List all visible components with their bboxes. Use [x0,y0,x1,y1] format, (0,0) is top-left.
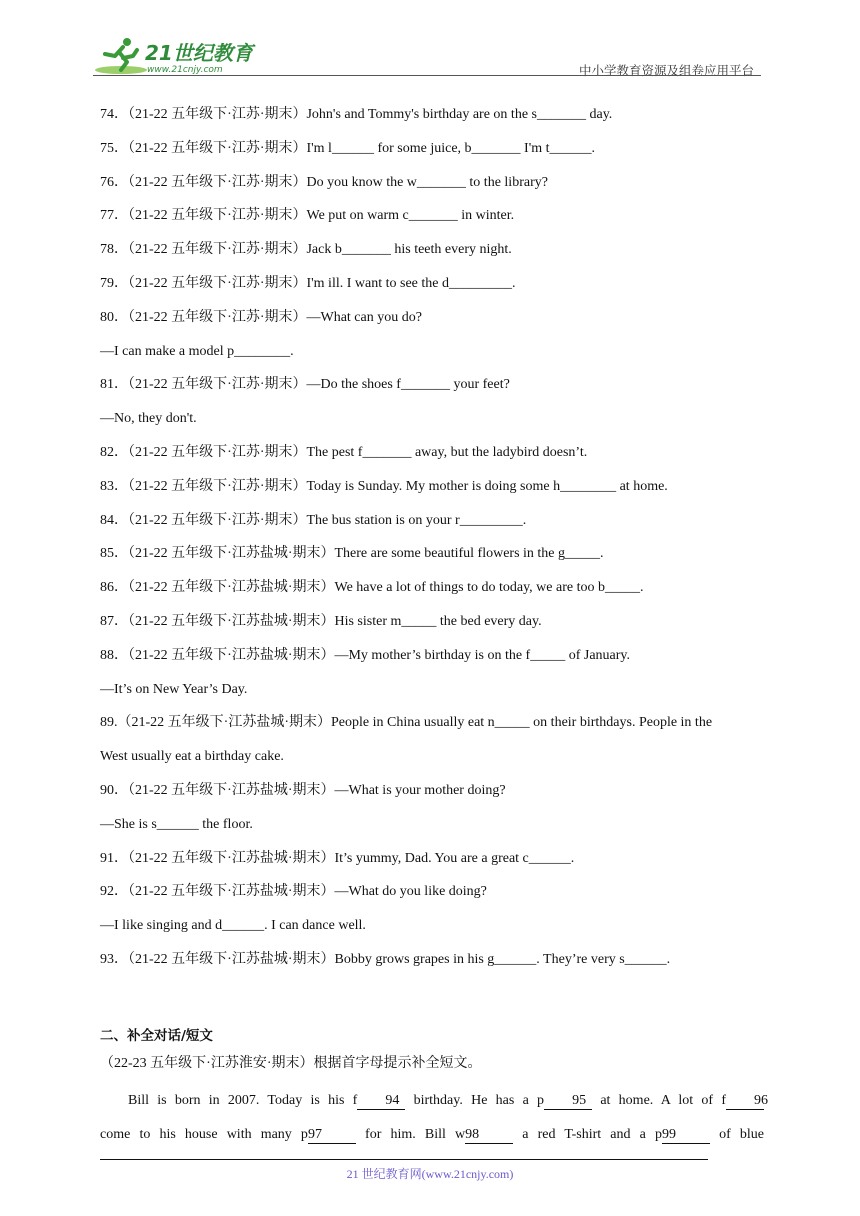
answer-line: —I can make a model p________. [100,343,294,359]
passage-line-2 [100,1118,764,1152]
question-line: 81．（21-22 五年级下·江苏·期末）—Do the shoes f_______ your feet? [100,377,510,393]
footer-divider [100,1159,708,1160]
answer-line: —No, they don't. [100,411,197,427]
blank-94[interactable]: 94 [357,1093,405,1110]
passage-text: Bill is born in 2007. Today is his f [128,1093,358,1108]
question-line: 90．（21-22 五年级下·江苏盐城·期末）—What is your mother doing? [100,782,506,798]
question-line: 78．（21-22 五年级下·江苏·期末）Jack b_______ his teeth every night. [100,242,512,258]
header-divider [93,75,761,76]
question-continuation: West usually eat a birthday cake. [100,749,284,765]
question-line: 82．（21-22 五年级下·江苏·期末）The pest f_______ away, but the ladybird doesn’t. [100,444,588,460]
page-header [0,0,860,80]
question-line: 76．（21-22 五年级下·江苏·期末）Do you know the w_______ to the library? [100,174,548,190]
platform-title: 中小学教育资源及组卷应用平台 [578,63,754,78]
section-title: 二、补全对话/短文 [100,1028,213,1044]
runner-logo-icon [93,36,263,78]
blank-95[interactable]: 95 [544,1093,592,1110]
passage-text: at home. A lot of f [592,1093,726,1108]
question-line: 83．（21-22 五年级下·江苏·期末）Today is Sunday. My mother is doing some h________ at home. [100,478,668,494]
question-line: 84．（21-22 五年级下·江苏·期末）The bus station is on your r_________. [100,512,527,528]
blank-96[interactable]: 96 [726,1093,764,1110]
svg-text:21世纪教育: 21世纪教育 [145,41,253,65]
passage-text: for him. Bill w [355,1126,466,1142]
question-line: 74．（21-22 五年级下·江苏·期末）John's and Tommy's birthday are on the s_______ day. [100,107,613,122]
answer-line: —It’s on New Year’s Day. [100,681,248,697]
question-line: 92．（21-22 五年级下·江苏盐城·期末）—What do you like doing? [100,884,487,900]
question-list [100,104,764,983]
answer-line: —I like singing and d______. I can dance well. [100,918,366,934]
passage-text: of blue [709,1126,764,1142]
section-intro: （22-23 五年级下·江苏淮安·期末）根据首字母提示补全短文。 [100,1056,482,1071]
answer-line: —She is s______ the floor. [100,816,253,832]
svg-text:www.21cnjy.com: www.21cnjy.com [147,65,223,75]
question-line: 86．（21-22 五年级下·江苏盐城·期末）We have a lot of things to do today, we are too b_____. [100,580,644,596]
question-line: 87．（21-22 五年级下·江苏盐城·期末）His sister m_____ the bed every day. [100,613,542,629]
site-logo [93,36,263,78]
passage-text: birthday. He has a p [405,1093,545,1108]
passage-text: come to his house with many p [100,1126,308,1142]
question-line: 89.（21-22 五年级下·江苏盐城·期末）People in China usually eat n_____ on their birthdays. People in the [100,715,713,731]
question-line: 79．（21-22 五年级下·江苏·期末）I'm ill. I want to see the d_________. [100,275,516,291]
blank-97[interactable]: 97 [308,1127,356,1144]
question-line: 88．（21-22 五年级下·江苏盐城·期末）—My mother’s birthday is on the f_____ of January. [100,647,630,663]
blank-99[interactable]: 99 [662,1127,710,1144]
question-line: 80．（21-22 五年级下·江苏·期末）—What can you do? [100,309,422,325]
question-line: 85．（21-22 五年级下·江苏盐城·期末）There are some beautiful flowers in the g_____. [100,546,604,562]
question-line: 77．（21-22 五年级下·江苏·期末）We put on warm c_______ in winter. [100,208,515,224]
blank-98[interactable]: 98 [465,1127,513,1144]
passage-text: a red T-shirt and a p [513,1126,662,1142]
question-line: 93．（21-22 五年级下·江苏盐城·期末）Bobby grows grapes in his g______. They’re very s______. [100,951,671,967]
question-line: 75．（21-22 五年级下·江苏·期末）I'm l______ for some juice, b_______ I'm t______. [100,140,595,156]
cloze-passage [100,1084,768,1152]
page-footer: 21 世纪教育网(www.21cnjy.com) [346,1167,514,1181]
question-line: 91．（21-22 五年级下·江苏盐城·期末）It’s yummy, Dad. You are a great c______. [100,850,575,866]
passage-line-1 [100,1084,768,1118]
